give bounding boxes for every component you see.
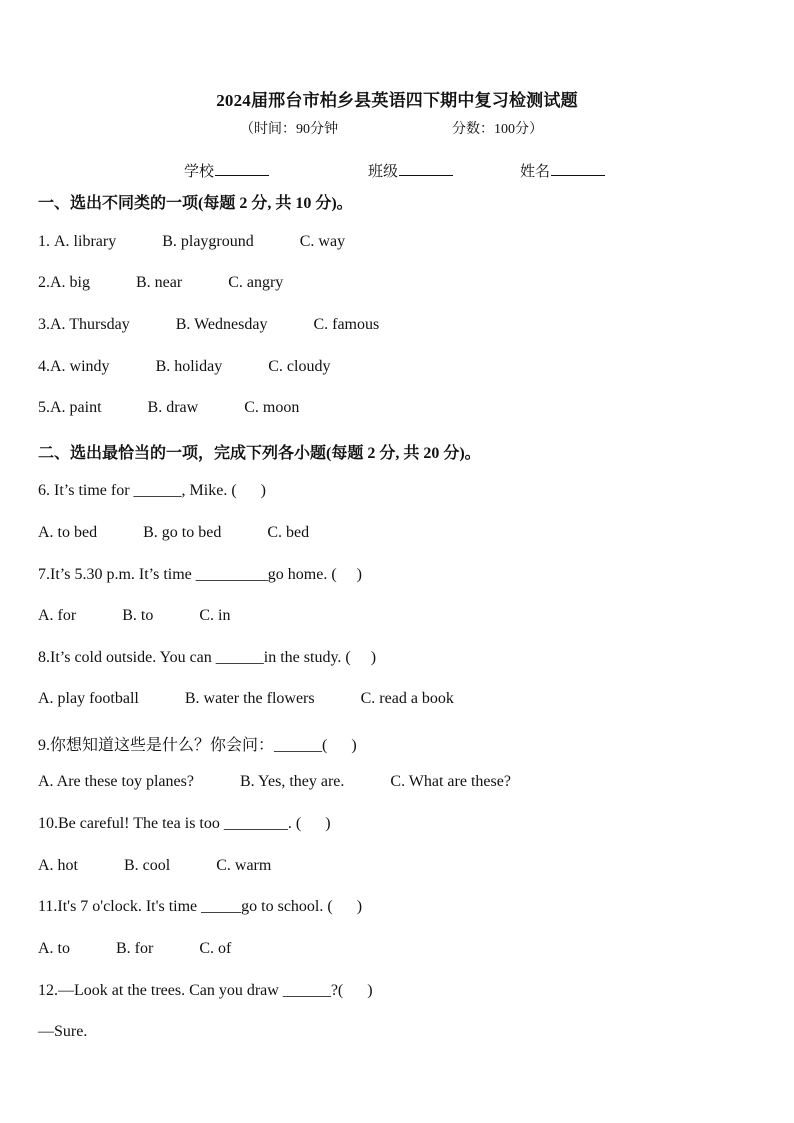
question-number: 3. — [38, 316, 50, 333]
school-field — [184, 160, 269, 181]
name-blank[interactable] — [551, 161, 605, 176]
option-a: A. for — [38, 607, 77, 624]
option-b: B. playground — [162, 233, 254, 250]
question-2 — [38, 274, 283, 292]
exam-time: （时间：90分钟 — [240, 122, 338, 137]
option-a: A. library — [54, 233, 117, 250]
option-b: B. to — [122, 607, 154, 624]
question-11-options — [38, 940, 231, 958]
question-9-options — [38, 773, 511, 791]
question-10: 10.Be careful! The tea is too ________. ( ) — [38, 815, 331, 832]
option-c: C. cloudy — [268, 358, 331, 375]
exam-score: 分数：100分） — [452, 122, 543, 137]
question-7-options — [38, 607, 230, 625]
option-a: A. windy — [50, 358, 110, 375]
name-field — [520, 160, 605, 181]
question-8: 8.It’s cold outside. You can ______in the study. ( ) — [38, 649, 377, 666]
question-number: 4. — [38, 358, 50, 375]
question-number: 5. — [38, 399, 50, 416]
question-12-reply: —Sure. — [38, 1023, 88, 1040]
question-3 — [38, 316, 379, 334]
class-label: 班级 — [368, 164, 399, 180]
school-blank[interactable] — [215, 161, 269, 176]
option-c: C. angry — [228, 274, 284, 291]
option-b: B. cool — [124, 857, 171, 874]
question-6: 6. It’s time for ______, Mike. ( ) — [38, 482, 266, 499]
option-c: C. of — [199, 940, 232, 957]
option-a: A. paint — [50, 399, 102, 416]
option-c: C. moon — [244, 399, 300, 416]
option-b: B. draw — [147, 399, 199, 416]
option-c: C. in — [199, 607, 231, 624]
option-a: A. to bed — [38, 524, 98, 541]
option-b: B. holiday — [155, 358, 223, 375]
question-7: 7.It’s 5.30 p.m. It’s time _________go home. ( ) — [38, 566, 362, 583]
section-1-heading: 一、选出不同类的一项(每题 2 分, 共 10 分)。 — [38, 195, 353, 212]
question-6-options — [38, 524, 309, 542]
option-c: C. read a book — [360, 690, 454, 707]
question-11: 11.It's 7 o'clock. It's time _____go to school. ( ) — [38, 898, 363, 915]
question-1 — [38, 233, 345, 251]
class-field — [368, 160, 453, 181]
question-4 — [38, 358, 330, 376]
question-5 — [38, 399, 299, 417]
option-b: B. near — [136, 274, 183, 291]
option-c: C. bed — [267, 524, 310, 541]
name-label: 姓名 — [520, 164, 551, 180]
school-label: 学校 — [184, 164, 215, 180]
option-c: C. famous — [313, 316, 380, 333]
question-9: 9.你想知道这些是什么？你会问：______( ) — [38, 737, 357, 754]
exam-title: 2024届邢台市柏乡县英语四下期中复习检测试题 — [216, 91, 578, 110]
section-2-heading: 二、选出最恰当的一项，完成下列各小题(每题 2 分, 共 20 分)。 — [38, 445, 481, 462]
question-number: 1. — [38, 233, 54, 250]
option-a: A. Are these toy planes? — [38, 773, 194, 790]
class-blank[interactable] — [399, 161, 453, 176]
option-b: B. for — [116, 940, 154, 957]
question-number: 2. — [38, 274, 50, 291]
question-12: 12.—Look at the trees. Can you draw ______?( ) — [38, 982, 373, 999]
option-a: A. hot — [38, 857, 78, 874]
option-a: A. Thursday — [50, 316, 130, 333]
option-b: B. go to bed — [143, 524, 222, 541]
option-b: B. Yes, they are. — [239, 773, 345, 790]
option-c: C. What are these? — [390, 773, 511, 790]
option-b: B. Wednesday — [175, 316, 268, 333]
question-10-options — [38, 857, 271, 875]
option-c: C. way — [299, 233, 346, 250]
option-a: A. to — [38, 940, 70, 957]
option-b: B. water the flowers — [184, 690, 315, 707]
option-a: A. big — [50, 274, 90, 291]
question-8-options — [38, 690, 454, 708]
option-a: A. play football — [38, 690, 139, 707]
option-c: C. warm — [216, 857, 272, 874]
